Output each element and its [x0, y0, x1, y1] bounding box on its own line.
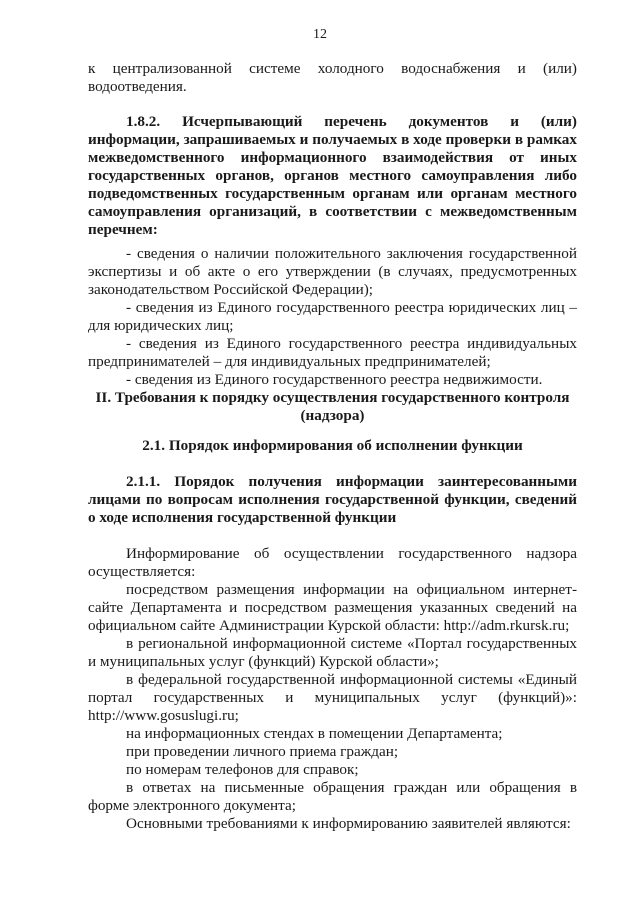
info-paragraph: по номерам телефонов для справок; [126, 761, 359, 778]
info-paragraph: Основными требованиями к информированию заявителей являются: [126, 815, 571, 832]
info-paragraph: Информирование об осуществлении государственного надзора осуществляется: [88, 545, 577, 580]
docs-list-item: - сведения из Единого государственного реестра юридических лиц – для юридических лиц; [88, 299, 577, 334]
section-2-1-1-heading: 2.1.1. Порядок получения информации заинтересованными лицами по вопросам исполнения государственной функции, сведений о ходе исполнения государственной функции [88, 473, 577, 526]
section-1-8-2-title: 1.8.2. Исчерпывающий перечень документов и (или) [126, 113, 577, 130]
docs-list-item: - сведения из Единого государственного реестра индивидуальных предпринимателей – для индивидуальных предпринимателей; [88, 335, 577, 370]
section-2-1-heading: 2.1. Порядок информирования об исполнении функции [142, 437, 523, 454]
docs-list-item: - сведения из Единого государственного реестра недвижимости. [126, 371, 543, 388]
info-paragraph: в региональной информационной системе «Портал государственных и муниципальных услуг (функций) Курской области»; [88, 635, 577, 670]
info-paragraph: в ответах на письменные обращения граждан или обращения в форме электронного документа; [88, 779, 577, 814]
part-2-heading: II. Требования к порядку осуществления государственного контроля (надзора) [95, 389, 570, 424]
info-paragraph: при проведении личного приема граждан; [126, 743, 399, 760]
docs-list-item: - сведения о наличии положительного заключения государственной экспертизы и об акте о его утверждении (в случаях, предусмотренных законодательством Российской Федерации); [88, 245, 577, 298]
info-paragraph: в федеральной государственной информационной системы «Единый портал государственных и муниципальных услуг (функций)»: http://www.gosuslugi.ru; [88, 671, 577, 724]
info-paragraph: посредством размещения информации на официальном интернет-сайте Департамента и посредством размещения указанных сведений на официальном сайте Администрации Курской области: http://adm.rkursk.ru; [88, 581, 577, 634]
section-1-8-2-body: информации, запрашиваемых и получаемых в ходе проверки в рамках межведомственного информационного взаимодействия от иных государственных органов, органов местного самоуправления либо подведомственных государственным органам или органам местного самоуправления организаций, в соответствии с межведомственным перечнем: [88, 131, 577, 238]
intro-paragraph: к централизованной системе холодного водоснабжения и (или) водоотведения. [88, 60, 577, 95]
page-number: 12 [313, 27, 327, 42]
info-paragraph: на информационных стендах в помещении Департамента; [126, 725, 503, 742]
